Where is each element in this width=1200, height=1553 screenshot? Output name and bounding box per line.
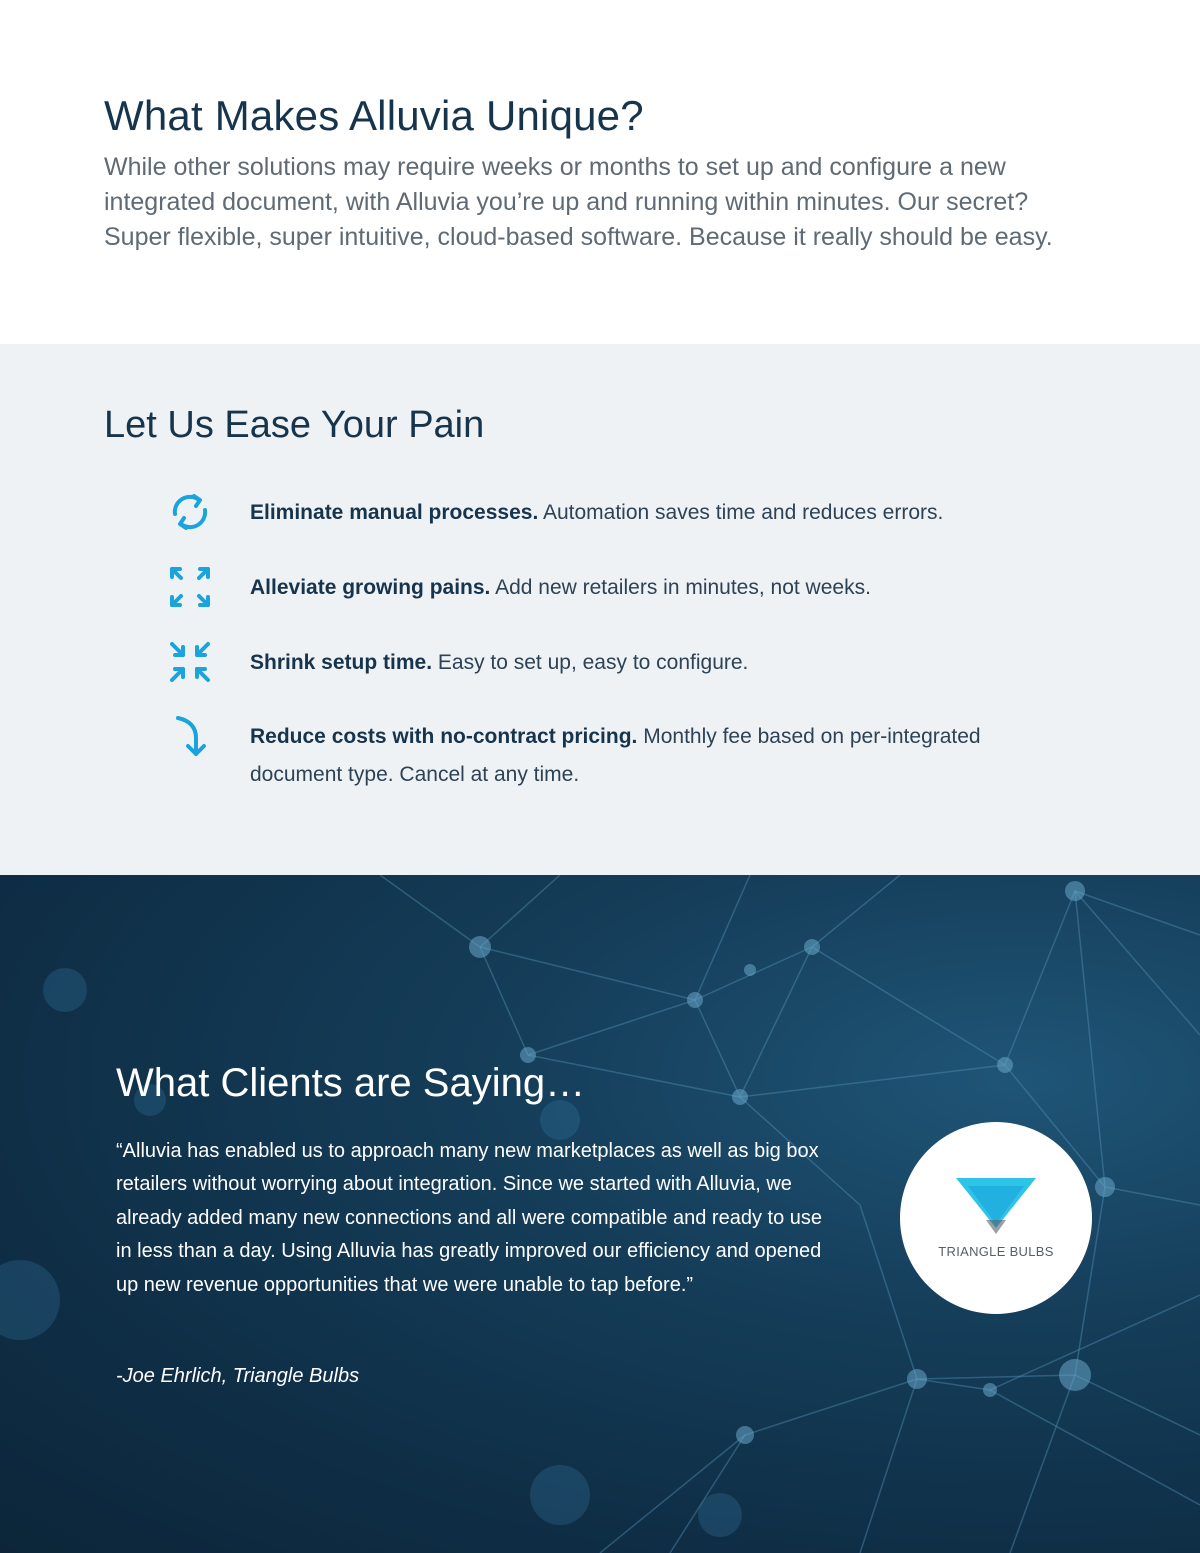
feature-desc: Easy to set up, easy to configure.: [432, 651, 749, 674]
expand-icon: [166, 563, 214, 611]
client-logo: [900, 1122, 1092, 1314]
feature-bold: Eliminate manual processes.: [250, 501, 539, 524]
feature-bold: Alleviate growing pains.: [250, 576, 491, 599]
testimonial-author: -Joe Ehrlich, Triangle Bulbs: [116, 1365, 360, 1387]
feature-desc: Add new retailers in minutes, not weeks.: [490, 576, 871, 599]
testimonial-section: [0, 875, 1200, 1553]
refresh-icon: [166, 488, 214, 536]
shrink-icon: [166, 638, 214, 686]
feature-bold: Reduce costs with no-contract pricing.: [250, 725, 638, 748]
testimonial-title: What Clients are Saying…: [116, 1061, 586, 1105]
testimonial-quote: “Alluvia has enabled us to approach many new marketplaces as well as big box retailers without worrying about integration. Since we started with Alluvia, we already added many new connections and all were compatible and ready to use in less than a day. Using Alluvia has greatly improved our efficiency and opened up new revenue opportunities that we were unable to tap before.”: [116, 1140, 822, 1296]
client-logo-text: TRIANGLE BULBS: [938, 1244, 1054, 1259]
feature-text: [250, 569, 1050, 607]
feature-desc: Automation saves time and reduces errors.: [538, 501, 944, 524]
triangle-logo-icon: [956, 1178, 1036, 1238]
down-arrow-icon: [166, 712, 214, 760]
pain-section: [0, 344, 1200, 875]
feature-text: [250, 718, 1050, 794]
feature-desc: Monthly fee based on per-integrated document type. Cancel at any time.: [250, 725, 981, 786]
pain-title: Let Us Ease Your Pain: [104, 404, 485, 446]
feature-bold: Shrink setup time.: [250, 651, 433, 674]
feature-text: [250, 494, 1050, 532]
feature-text: [250, 644, 1050, 682]
intro-title: What Makes Alluvia Unique?: [104, 92, 644, 139]
intro-section: [0, 0, 1200, 344]
intro-body: While other solutions may require weeks or months to set up and configure a new integrated document, with Alluvia you’re up and running within minutes. Our secret? Super flexible, super intuitive, cloud-based software. Because it really should be easy.: [104, 153, 1053, 251]
